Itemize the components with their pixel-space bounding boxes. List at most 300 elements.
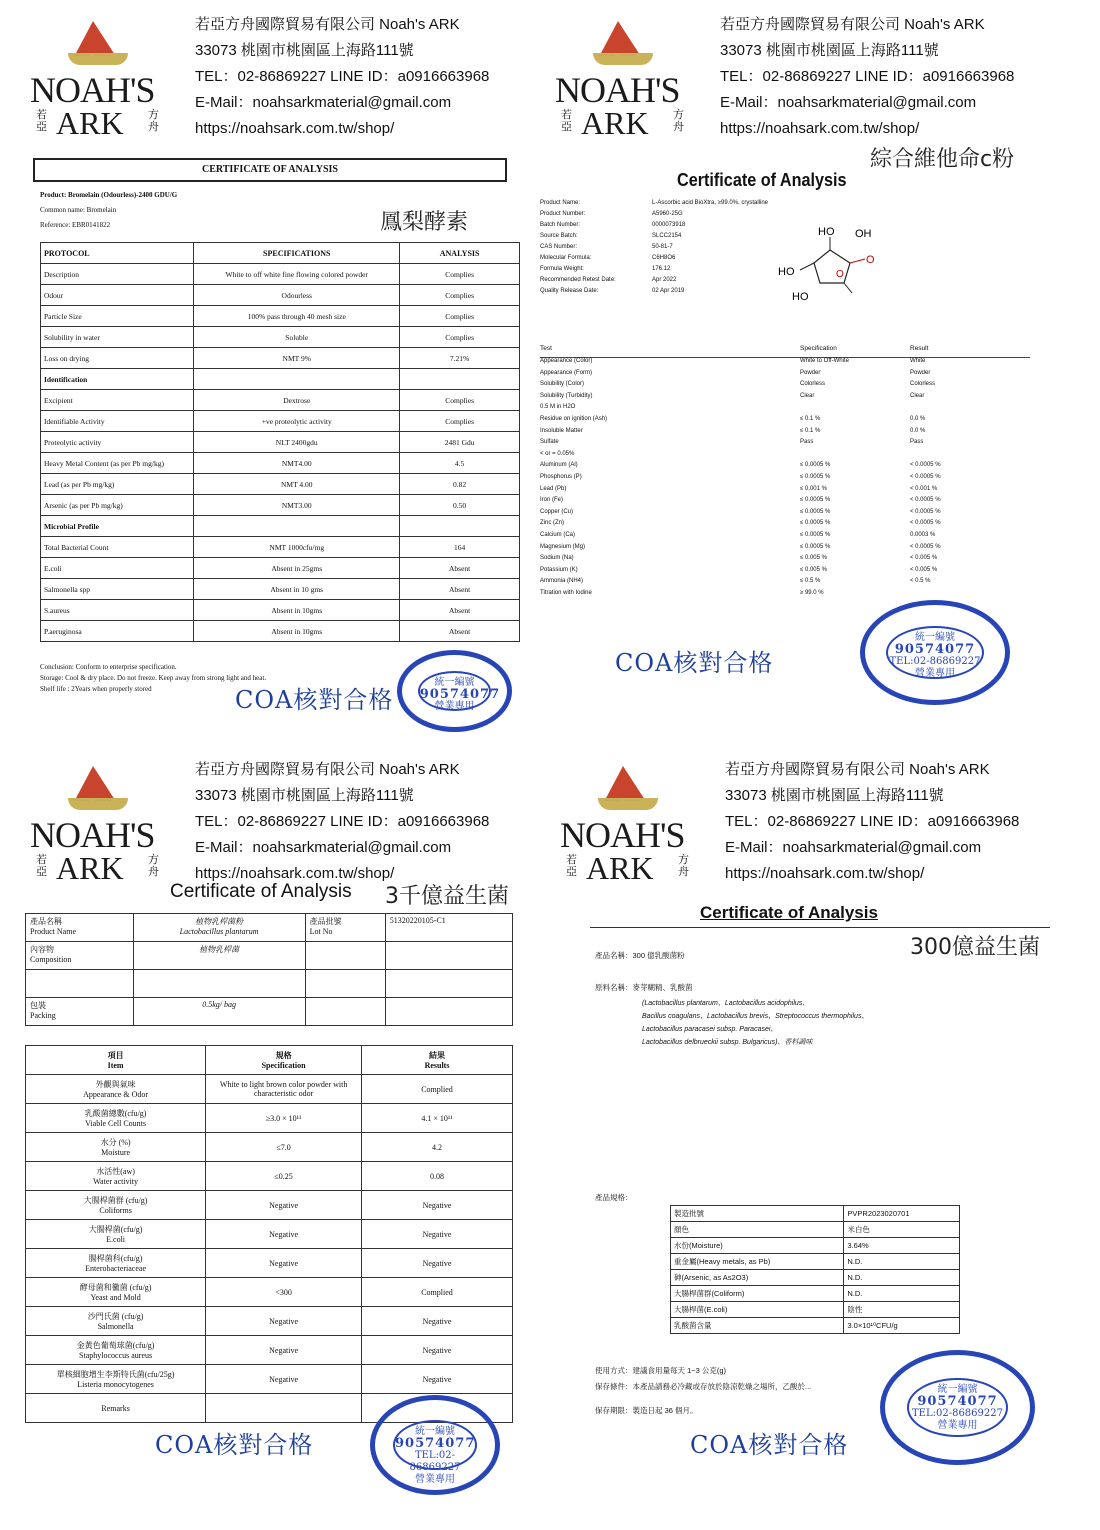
logo-text-noahs: NOAH'S	[555, 70, 680, 110]
company-url[interactable]: https://noahsark.com.tw/shop/	[725, 865, 925, 882]
protocol-cell: Particle Size	[41, 306, 194, 327]
info-cell	[26, 970, 134, 998]
table-row	[41, 411, 520, 432]
info-label: Quality Release Date:	[540, 288, 599, 294]
test-spec: Pass	[800, 439, 814, 446]
test-spec: ≤ 0.5 %	[800, 578, 821, 585]
reference: Reference: EBR0141822	[40, 221, 111, 229]
svg-text:O: O	[866, 254, 875, 266]
analysis-cell: Complies	[400, 306, 520, 327]
tests-table	[540, 345, 1030, 601]
result-cell: 4.2	[362, 1133, 513, 1162]
protocol-cell: Description	[41, 264, 194, 285]
spec-cell: Negative	[206, 1191, 362, 1220]
sail-icon	[605, 766, 645, 800]
info-value: A5960-25G	[652, 211, 683, 217]
spec-value: 米白色	[844, 1222, 960, 1238]
spec-row	[671, 1238, 960, 1254]
protocol-cell: S.aureus	[41, 600, 194, 621]
spec-value: N.D.	[844, 1286, 960, 1302]
table-row	[41, 474, 520, 495]
title-rule	[590, 927, 1050, 928]
analysis-table	[40, 242, 520, 642]
test-spec: ≤ 0.0005 %	[800, 543, 831, 550]
strain-line: Bacillus coagulans、Lactobacillus brevis、Streptococcus thermophilus、	[642, 1013, 869, 1020]
waves-icon: ~~~ ~~~	[603, 796, 642, 806]
svg-text:HO: HO	[778, 266, 795, 278]
test-row	[540, 439, 1030, 451]
ascorbic-acid-structure-diagram	[770, 225, 890, 305]
test-name: Lead (Pb)	[540, 485, 567, 492]
test-result: < 0.5 %	[910, 578, 931, 585]
header-specification: Specification	[800, 345, 837, 352]
test-result: 0.0003 %	[910, 531, 936, 538]
info-row	[26, 942, 513, 970]
spec-name: 水份(Moisture)	[671, 1238, 844, 1254]
table-row	[26, 1075, 513, 1104]
info-value: 176.12	[652, 266, 671, 272]
test-name: Appearance (Color)	[540, 358, 593, 364]
test-name: Ammonia (NH4)	[540, 578, 584, 585]
spec-name: 顏色	[671, 1222, 844, 1238]
info-row	[26, 970, 513, 998]
test-spec: ≥ 99.0 %	[800, 589, 824, 596]
test-name: Appearance (Form)	[540, 369, 593, 376]
analysis-cell: 0.82	[400, 474, 520, 495]
header-item: 項目 Item	[26, 1046, 206, 1075]
spec-name: 乳酸菌含量	[671, 1318, 844, 1334]
logo-text-noahs: NOAH'S	[30, 815, 155, 855]
protocol-cell: Proteolytic activity	[41, 432, 194, 453]
test-result: 0.0 %	[910, 427, 926, 434]
result-cell: Negative	[362, 1191, 513, 1220]
spec-name: 製造批號	[671, 1206, 844, 1222]
table-row	[26, 1307, 513, 1336]
analysis-cell: 4.5	[400, 453, 520, 474]
info-cell	[305, 970, 385, 998]
spec-row	[671, 1286, 960, 1302]
company-address: 33073 桃園市桃園區上海路111號	[195, 787, 414, 804]
spec-cell: Absent in 10gms	[194, 600, 400, 621]
test-result: < 0.001 %	[910, 485, 938, 492]
spec-cell: +ve proteolytic activity	[194, 411, 400, 432]
company-url[interactable]: https://noahsark.com.tw/shop/	[195, 865, 395, 882]
logo-text-noahs: NOAH'S	[560, 815, 685, 855]
info-label: Recommended Retest Date:	[540, 277, 616, 283]
test-result: < 0.005 %	[910, 555, 938, 562]
company-seal-stamp: 統一編號 90574077 TEL:02-86869227 營業專用	[370, 1395, 500, 1495]
logo-chars-right: 方 舟	[148, 853, 159, 878]
company-tel: TEL：02-86869227 LINE ID：a0916663968	[195, 813, 490, 830]
test-row	[540, 474, 1030, 486]
test-spec: ≤ 0.0005 %	[800, 473, 831, 480]
analysis-cell: 2481 Gdu	[400, 432, 520, 453]
logo-text-ark: ARK	[56, 105, 124, 141]
test-name: Calcium (Ca)	[540, 531, 576, 538]
item-cell: 外觀與氣味 Appearance & Odor	[26, 1075, 206, 1104]
protocol-cell: Excipient	[41, 390, 194, 411]
logo-chars-left: 若 亞	[36, 853, 47, 878]
company-info	[725, 757, 1019, 887]
storage-line: 保存條件：本產品請務必冷藏或存放於陰涼乾燥之場所，乙酸於...	[595, 1382, 812, 1391]
test-row	[540, 451, 1030, 463]
result-cell: 0.08	[362, 1162, 513, 1191]
company-name: 若亞方舟國際貿易有限公司 Noah's ARK	[195, 16, 460, 33]
test-row	[540, 428, 1030, 440]
table-row	[26, 1162, 513, 1191]
info-label: Formula Weight:	[540, 266, 584, 272]
svg-text:O: O	[836, 269, 844, 280]
test-name: Magnesium (Mg)	[540, 543, 586, 550]
test-name: Insoluble Matter	[540, 427, 583, 434]
noahs-ark-logo	[30, 15, 180, 140]
waves-icon: ~~~ ~~~	[598, 51, 637, 61]
company-header	[15, 0, 555, 150]
analysis-cell	[400, 369, 520, 390]
table-row	[41, 348, 520, 369]
table-row	[41, 369, 520, 390]
item-cell: 水分 (%) Moisture	[26, 1133, 206, 1162]
test-spec: Colorless	[800, 381, 826, 388]
spec-name: 大腸桿菌(E.coli)	[671, 1302, 844, 1318]
svg-text:HO: HO	[792, 291, 809, 303]
info-label: Product Number:	[540, 211, 586, 217]
result-cell: Negative	[362, 1307, 513, 1336]
company-address: 33073 桃園市桃園區上海路111號	[725, 787, 944, 804]
protocol-cell: Arsenic (as per Pb mg/kg)	[41, 495, 194, 516]
test-spec: ≤ 0.0005 %	[800, 531, 831, 538]
company-email[interactable]: E-Mail：noahsarkmaterial@gmail.com	[195, 94, 452, 111]
product-tag: 綜合維他命c粉	[870, 147, 1015, 172]
spec-cell: <300	[206, 1278, 362, 1307]
table-row	[26, 1133, 513, 1162]
company-email[interactable]: E-Mail：noahsarkmaterial@gmail.com	[195, 839, 452, 856]
company-email[interactable]: E-Mail：noahsarkmaterial@gmail.com	[725, 839, 982, 856]
common-name: Common name: Bromelain	[40, 206, 117, 214]
spec-cell: NMT 4.00	[194, 474, 400, 495]
info-label: Product Name:	[540, 200, 581, 206]
table-row	[26, 1220, 513, 1249]
table-row	[41, 390, 520, 411]
header-protocol: PROTOCOL	[41, 243, 194, 264]
product-info-table	[25, 913, 513, 1026]
result-cell: Complied	[362, 1278, 513, 1307]
test-result: < 0.0005 %	[910, 520, 941, 527]
company-header	[15, 745, 555, 895]
logo-chars-left: 若 亞	[36, 108, 47, 133]
spec-value: PVPR2023020701	[844, 1206, 960, 1222]
conclusion: Conclusion: Conform to enterprise specification.	[40, 663, 177, 671]
spec-cell: Absent in 10 gms	[194, 579, 400, 600]
logo-text-noahs: NOAH'S	[30, 70, 155, 110]
company-address: 33073 桃園市桃園區上海路111號	[195, 42, 414, 59]
sail-icon	[75, 21, 115, 55]
protocol-cell: Odour	[41, 285, 194, 306]
table-row	[26, 1191, 513, 1220]
test-spec: ≤ 0.1 %	[800, 415, 821, 422]
logo-text-ark: ARK	[586, 850, 654, 886]
company-email[interactable]: E-Mail：noahsarkmaterial@gmail.com	[720, 94, 977, 111]
info-cell: 植物乳桿菌	[133, 942, 305, 970]
test-name: Solubility (Color)	[540, 381, 585, 388]
table-row	[41, 600, 520, 621]
spec-cell: Negative	[206, 1307, 362, 1336]
test-spec: ≤ 0.0005 %	[800, 497, 831, 504]
info-cell	[305, 998, 385, 1026]
protocol-cell: Identification	[41, 369, 194, 390]
test-name: < or = 0.05%	[540, 450, 575, 457]
info-cell: 產品批號 Lot No	[305, 914, 385, 942]
spec-value: 3.0×10¹⁰CFU/g	[844, 1318, 960, 1334]
coa-title-box: CERTIFICATE OF ANALYSIS	[33, 158, 507, 182]
company-url[interactable]: https://noahsark.com.tw/shop/	[720, 120, 920, 137]
result-cell: Negative	[362, 1220, 513, 1249]
spec-label: 產品規格：	[595, 1193, 633, 1202]
protocol-cell: P.aeruginosa	[41, 621, 194, 642]
info-value: L-Ascorbic acid BioXtra, ≥99.0%, crystalline	[652, 200, 769, 206]
company-info	[720, 12, 1014, 142]
analysis-cell: 164	[400, 537, 520, 558]
coa-verified-label: COA核對合格	[235, 686, 394, 714]
spec-row	[671, 1270, 960, 1286]
svg-text:HO: HO	[818, 226, 835, 238]
coa-title: Certificate of Analysis	[677, 170, 847, 190]
sail-icon	[75, 766, 115, 800]
item-cell: 大腸桿菌群 (cfu/g) Coliforms	[26, 1191, 206, 1220]
logo-text-ark: ARK	[581, 105, 649, 141]
table-row	[26, 1104, 513, 1133]
test-name: Solubility (Turbidity)	[540, 392, 593, 399]
test-name: Phosphorus (P)	[540, 473, 582, 480]
company-info	[195, 757, 489, 887]
table-row	[26, 1249, 513, 1278]
logo-chars-right: 方 舟	[678, 853, 689, 878]
spec-cell: ≤7.0	[206, 1133, 362, 1162]
spec-cell: Absent in 25gms	[194, 558, 400, 579]
info-value: 0000073918	[652, 222, 686, 228]
spec-table	[670, 1205, 960, 1334]
protocol-cell: E.coli	[41, 558, 194, 579]
test-name: Iron (Fe)	[540, 497, 564, 504]
info-label: Molecular Formula:	[540, 255, 592, 261]
test-row	[540, 520, 1030, 532]
spec-cell: Soluble	[194, 327, 400, 348]
spec-value: 3.64%	[844, 1238, 960, 1254]
coa-verified-label: COA核對合格	[615, 649, 774, 677]
analysis-cell: Absent	[400, 579, 520, 600]
test-result: 0.0 %	[910, 415, 926, 422]
item-cell: Remarks	[26, 1394, 206, 1423]
shelf-life-line: 保存期限：製造日起 36 個月。	[595, 1406, 698, 1415]
spec-row	[671, 1318, 960, 1334]
spec-row	[671, 1302, 960, 1318]
waves-icon: ~~~ ~~~	[73, 51, 112, 61]
spec-name: 大腸桿菌群(Coliform)	[671, 1286, 844, 1302]
info-value: 50-81-7	[652, 244, 673, 250]
table-row	[41, 306, 520, 327]
table-row	[41, 579, 520, 600]
spec-cell: Negative	[206, 1249, 362, 1278]
company-tel: TEL：02-86869227 LINE ID：a0916663968	[725, 813, 1020, 830]
result-cell: Complied	[362, 1075, 513, 1104]
spec-cell: Odourless	[194, 285, 400, 306]
certificate-probiotic-30b	[545, 745, 1085, 1500]
company-seal-stamp: 統一編號 90574077 TEL:02-86869227 營業專用	[880, 1350, 1035, 1465]
test-row	[540, 381, 1030, 393]
info-cell	[385, 942, 512, 970]
table-row	[41, 537, 520, 558]
item-cell: 水活性(aw) Water activity	[26, 1162, 206, 1191]
info-value: 02 Apr 2019	[652, 288, 685, 294]
strain-line: (Lactobacillus plantarum、Lactobacillus acidophilus、	[642, 1000, 810, 1007]
info-cell	[305, 942, 385, 970]
protocol-cell: Microbial Profile	[41, 516, 194, 537]
table-row	[41, 285, 520, 306]
product-tag: 3千億益生菌	[385, 884, 509, 909]
test-row	[540, 404, 1030, 416]
spec-cell: NLT 2400gdu	[194, 432, 400, 453]
test-name: Copper (Cu)	[540, 508, 574, 515]
info-value: C6H8O6	[652, 255, 676, 261]
test-row	[540, 544, 1030, 556]
spec-cell: Absent in 10gms	[194, 621, 400, 642]
spec-value: N.D.	[844, 1270, 960, 1286]
spec-cell: NMT3.00	[194, 495, 400, 516]
info-cell: 包裝 Packing	[26, 998, 134, 1026]
info-cell	[385, 970, 512, 998]
logo-chars-left: 若 亞	[561, 108, 572, 133]
protocol-cell: Solubility in water	[41, 327, 194, 348]
company-seal-stamp: 統一編號 90574077 營業專用	[397, 650, 512, 732]
noahs-ark-logo	[30, 760, 180, 885]
test-result: < 0.005 %	[910, 566, 938, 573]
spec-cell	[206, 1394, 362, 1423]
analysis-cell: Complies	[400, 264, 520, 285]
info-value: SLCC2154	[652, 233, 682, 239]
info-cell: 內容物 Composition	[26, 942, 134, 970]
logo-chars-right: 方 舟	[148, 108, 159, 133]
spec-cell: White to off white fine flowing colored powder	[194, 264, 400, 285]
table-row	[41, 516, 520, 537]
test-result: < 0.0005 %	[910, 462, 941, 469]
info-value: Apr 2022	[652, 277, 677, 283]
strain-line: Lactobacillus delbrueckii subsp. Bulgaricus)、香料調味	[642, 1039, 813, 1046]
protocol-cell: Identifiable Activity	[41, 411, 194, 432]
spec-row	[671, 1222, 960, 1238]
header-results: 結果 Results	[362, 1046, 513, 1075]
info-cell: 植物乳桿菌粉 Lactobacillus plantarum	[133, 914, 305, 942]
test-spec: Powder	[800, 369, 821, 376]
analysis-cell: Absent	[400, 600, 520, 621]
test-row	[540, 497, 1030, 509]
test-row	[540, 555, 1030, 567]
test-row	[540, 486, 1030, 498]
test-spec: ≤ 0.0005 %	[800, 508, 831, 515]
table-row	[41, 558, 520, 579]
coa-verified-label: COA核對合格	[690, 1431, 849, 1459]
analysis-cell: 7.21%	[400, 348, 520, 369]
test-result: White	[910, 358, 926, 364]
certificate-probiotic-300b	[15, 745, 555, 1500]
protocol-cell: Loss on drying	[41, 348, 194, 369]
company-url[interactable]: https://noahsark.com.tw/shop/	[195, 120, 395, 137]
spec-cell: NMT 1000cfu/mg	[194, 537, 400, 558]
item-cell: 腸桿菌科(cfu/g) Enterobacteriaceae	[26, 1249, 206, 1278]
info-cell: 0.5kg/ bag	[133, 998, 305, 1026]
info-cell: 產品名稱 Product Name	[26, 914, 134, 942]
test-spec: ≤ 0.0005 %	[800, 520, 831, 527]
result-cell: Negative	[362, 1249, 513, 1278]
product-tag: 鳳梨酵素	[380, 210, 469, 235]
test-name: Sulfate	[540, 439, 559, 446]
result-cell: Negative	[362, 1336, 513, 1365]
test-row	[540, 393, 1030, 405]
test-row	[540, 370, 1030, 382]
info-row	[26, 998, 513, 1026]
spec-name: 重金屬(Heavy metals, as Pb)	[671, 1254, 844, 1270]
test-spec: ≤ 0.0005 %	[800, 462, 831, 469]
svg-text:OH: OH	[855, 228, 872, 240]
spec-row	[671, 1206, 960, 1222]
spec-cell: Dextrose	[194, 390, 400, 411]
info-label: Source Batch:	[540, 233, 578, 239]
company-name: 若亞方舟國際貿易有限公司 Noah's ARK	[720, 16, 985, 33]
spec-value: N.D.	[844, 1254, 960, 1270]
test-name: Titration with Iodine	[540, 589, 592, 596]
test-result: Clear	[910, 392, 925, 399]
certificate-vitamin-c	[540, 0, 1080, 755]
analysis-table	[25, 1045, 513, 1423]
product-name-line: 產品名稱：300 億乳酸菌粉	[595, 951, 685, 960]
test-spec: Clear	[800, 392, 815, 399]
sail-icon	[600, 21, 640, 55]
test-spec: ≤ 0.001 %	[800, 485, 827, 492]
noahs-ark-logo	[555, 15, 705, 140]
spec-cell: NMT4.00	[194, 453, 400, 474]
analysis-cell: Complies	[400, 411, 520, 432]
test-row	[540, 462, 1030, 474]
analysis-cell: Absent	[400, 621, 520, 642]
spec-cell: Negative	[206, 1220, 362, 1249]
test-spec: ≤ 0.005 %	[800, 555, 827, 562]
table-row	[41, 495, 520, 516]
test-name: Zinc (Zn)	[540, 520, 564, 527]
test-name: Sodium (Na)	[540, 555, 574, 562]
test-name: Residue on ignition (Ash)	[540, 415, 608, 422]
header-specifications: SPECIFICATIONS	[194, 243, 400, 264]
test-row	[540, 416, 1030, 428]
test-row	[540, 509, 1030, 521]
item-cell: 單核細胞增生李斯特氏菌(cfu/25g) Listeria monocytogenes	[26, 1365, 206, 1394]
test-spec: ≤ 0.005 %	[800, 566, 827, 573]
test-spec: ≤ 0.1 %	[800, 427, 821, 434]
item-cell: 乳酸菌總數(cfu/g) Viable Cell Counts	[26, 1104, 206, 1133]
test-result: Powder	[910, 369, 931, 376]
coa-verified-label: COA核對合格	[155, 1431, 314, 1459]
spec-row	[671, 1254, 960, 1270]
table-row	[41, 264, 520, 285]
product-line: Product: Bromelain (Odourless)-2400 GDU/G	[40, 191, 178, 199]
test-spec: White to Off-White	[800, 358, 849, 364]
spec-cell: NMT 9%	[194, 348, 400, 369]
analysis-cell: 0.50	[400, 495, 520, 516]
coa-title: Certificate of Analysis	[170, 881, 352, 902]
header-specification: 規格 Specification	[206, 1046, 362, 1075]
test-name: Aluminum (Al)	[540, 462, 578, 469]
test-row	[540, 578, 1030, 590]
analysis-cell: Absent	[400, 558, 520, 579]
item-cell: 大腸桿菌(cfu/g) E.coli	[26, 1220, 206, 1249]
